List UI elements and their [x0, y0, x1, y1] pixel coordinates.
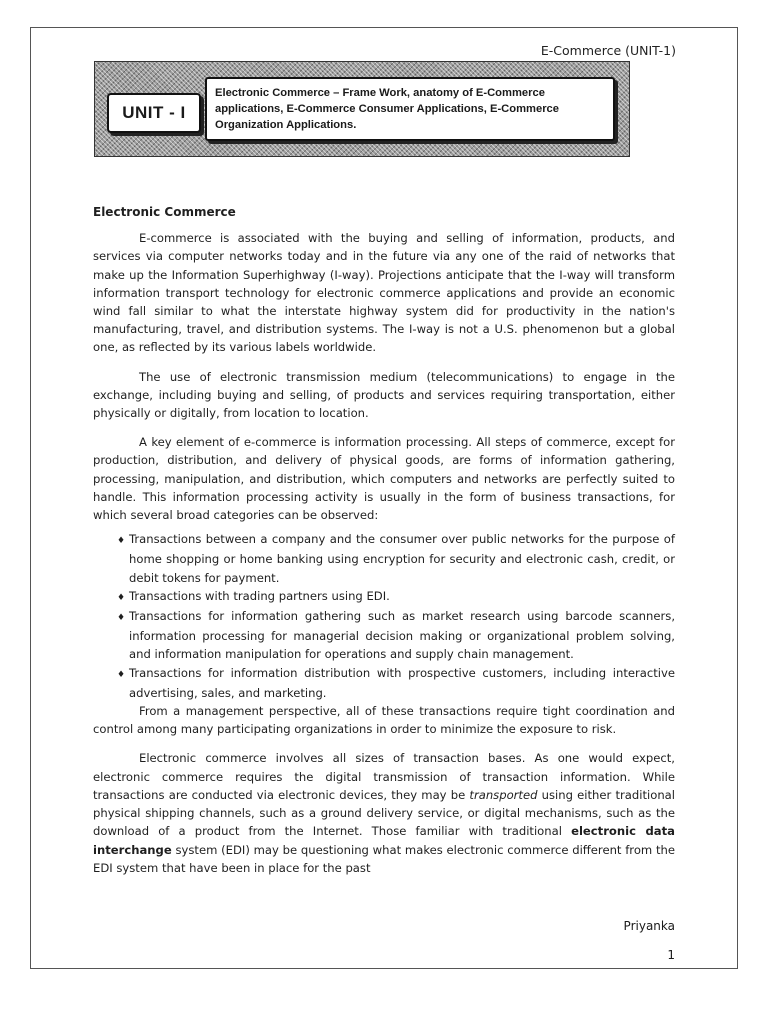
- author-name: Priyanka: [623, 919, 675, 933]
- emphasis-transported: transported: [469, 787, 538, 802]
- paragraph-3: A key element of e-commerce is information processing. All steps of commerce, except for production, distribution, and delivery of physical goods, are forms of information gathering, processing, manipulation, and distribution, which computers and networks are perfectly suited to handle. This information processing activity is usually in the form of business transactions, for which several broad categories can be observed:: [93, 435, 675, 523]
- unit-topics-line-2: applications, E-Commerce Consumer Applications, E-Commerce: [215, 103, 559, 115]
- list-item: ♦ Transactions for information gathering such as market research using barcode scanners, information processing for managerial decision making or organizational problem solving, and information manipulation for operations and supply chain management.: [117, 609, 675, 662]
- running-header: E-Commerce (UNIT-1): [540, 43, 676, 58]
- paragraph-1: E-commerce is associated with the buying and selling of information, products, and services via computer networks today and in the future via any one of the raid of networks that make up the Information Superhighway (I-way). Projections anticipate that the I-way will transform information transport technology for electronic commerce applications and provide an economic wind fall similar to what the interstate highway system did for productivity in the nation's manufacturing, travel, and distribution systems. The I-way is not a U.S. phenomenon but a global one, as reflected by its various labels worldwide.: [93, 231, 675, 355]
- section-title: Electronic Commerce: [93, 205, 236, 219]
- diamond-bullet-icon: ♦: [117, 536, 126, 547]
- list-item: ♦ Transactions between a company and the consumer over public networks for the purpose of home shopping or home banking using encryption for security and electronic cash, credit, or debit tokens for payment.: [117, 532, 675, 585]
- paragraph-4: From a management perspective, all of these transactions require tight coordination and control among many participating organizations in order to minimize the exposure to risk.: [93, 704, 675, 737]
- list-item: ♦ Transactions with trading partners using EDI.: [93, 587, 675, 607]
- unit-topics-line-3: Organization Applications.: [215, 119, 357, 131]
- paragraph-5: Electronic commerce involves all sizes of transaction bases. As one would expect, electronic commerce requires the digital transmission of transaction information. While transactions are conducted via electronic devices, they may be transported using either traditional physical shipping channels, such as a ground delivery service, or digital mechanisms, such as the download of a product from the Internet. Those familiar with traditional electronic data interchange system (EDI) may be questioning what makes electronic commerce different from the EDI system that have been in place for the past: [93, 751, 675, 875]
- diamond-bullet-icon: ♦: [117, 613, 126, 624]
- page-number: 1: [667, 948, 675, 962]
- unit-label: UNIT - I: [107, 93, 201, 133]
- unit-topics: [205, 77, 615, 141]
- term-edi: electronic data interchange: [93, 824, 675, 857]
- list-item: ♦ Transactions for information distribution with prospective customers, including interactive advertising, sales, and marketing.: [117, 665, 675, 700]
- diamond-bullet-icon: ♦: [117, 669, 126, 680]
- transaction-list: [93, 530, 675, 702]
- unit-topics-line-1: Electronic Commerce – Frame Work, anatomy of E-Commerce: [215, 87, 545, 99]
- document-body: [93, 203, 675, 888]
- diamond-bullet-icon: ♦: [117, 592, 126, 603]
- paragraph-2: The use of electronic transmission medium (telecommunications) to engage in the exchange, including buying and selling, of products and services requiring transportation, either physically or digitally, from location to location.: [93, 369, 675, 421]
- unit-banner: [94, 61, 630, 157]
